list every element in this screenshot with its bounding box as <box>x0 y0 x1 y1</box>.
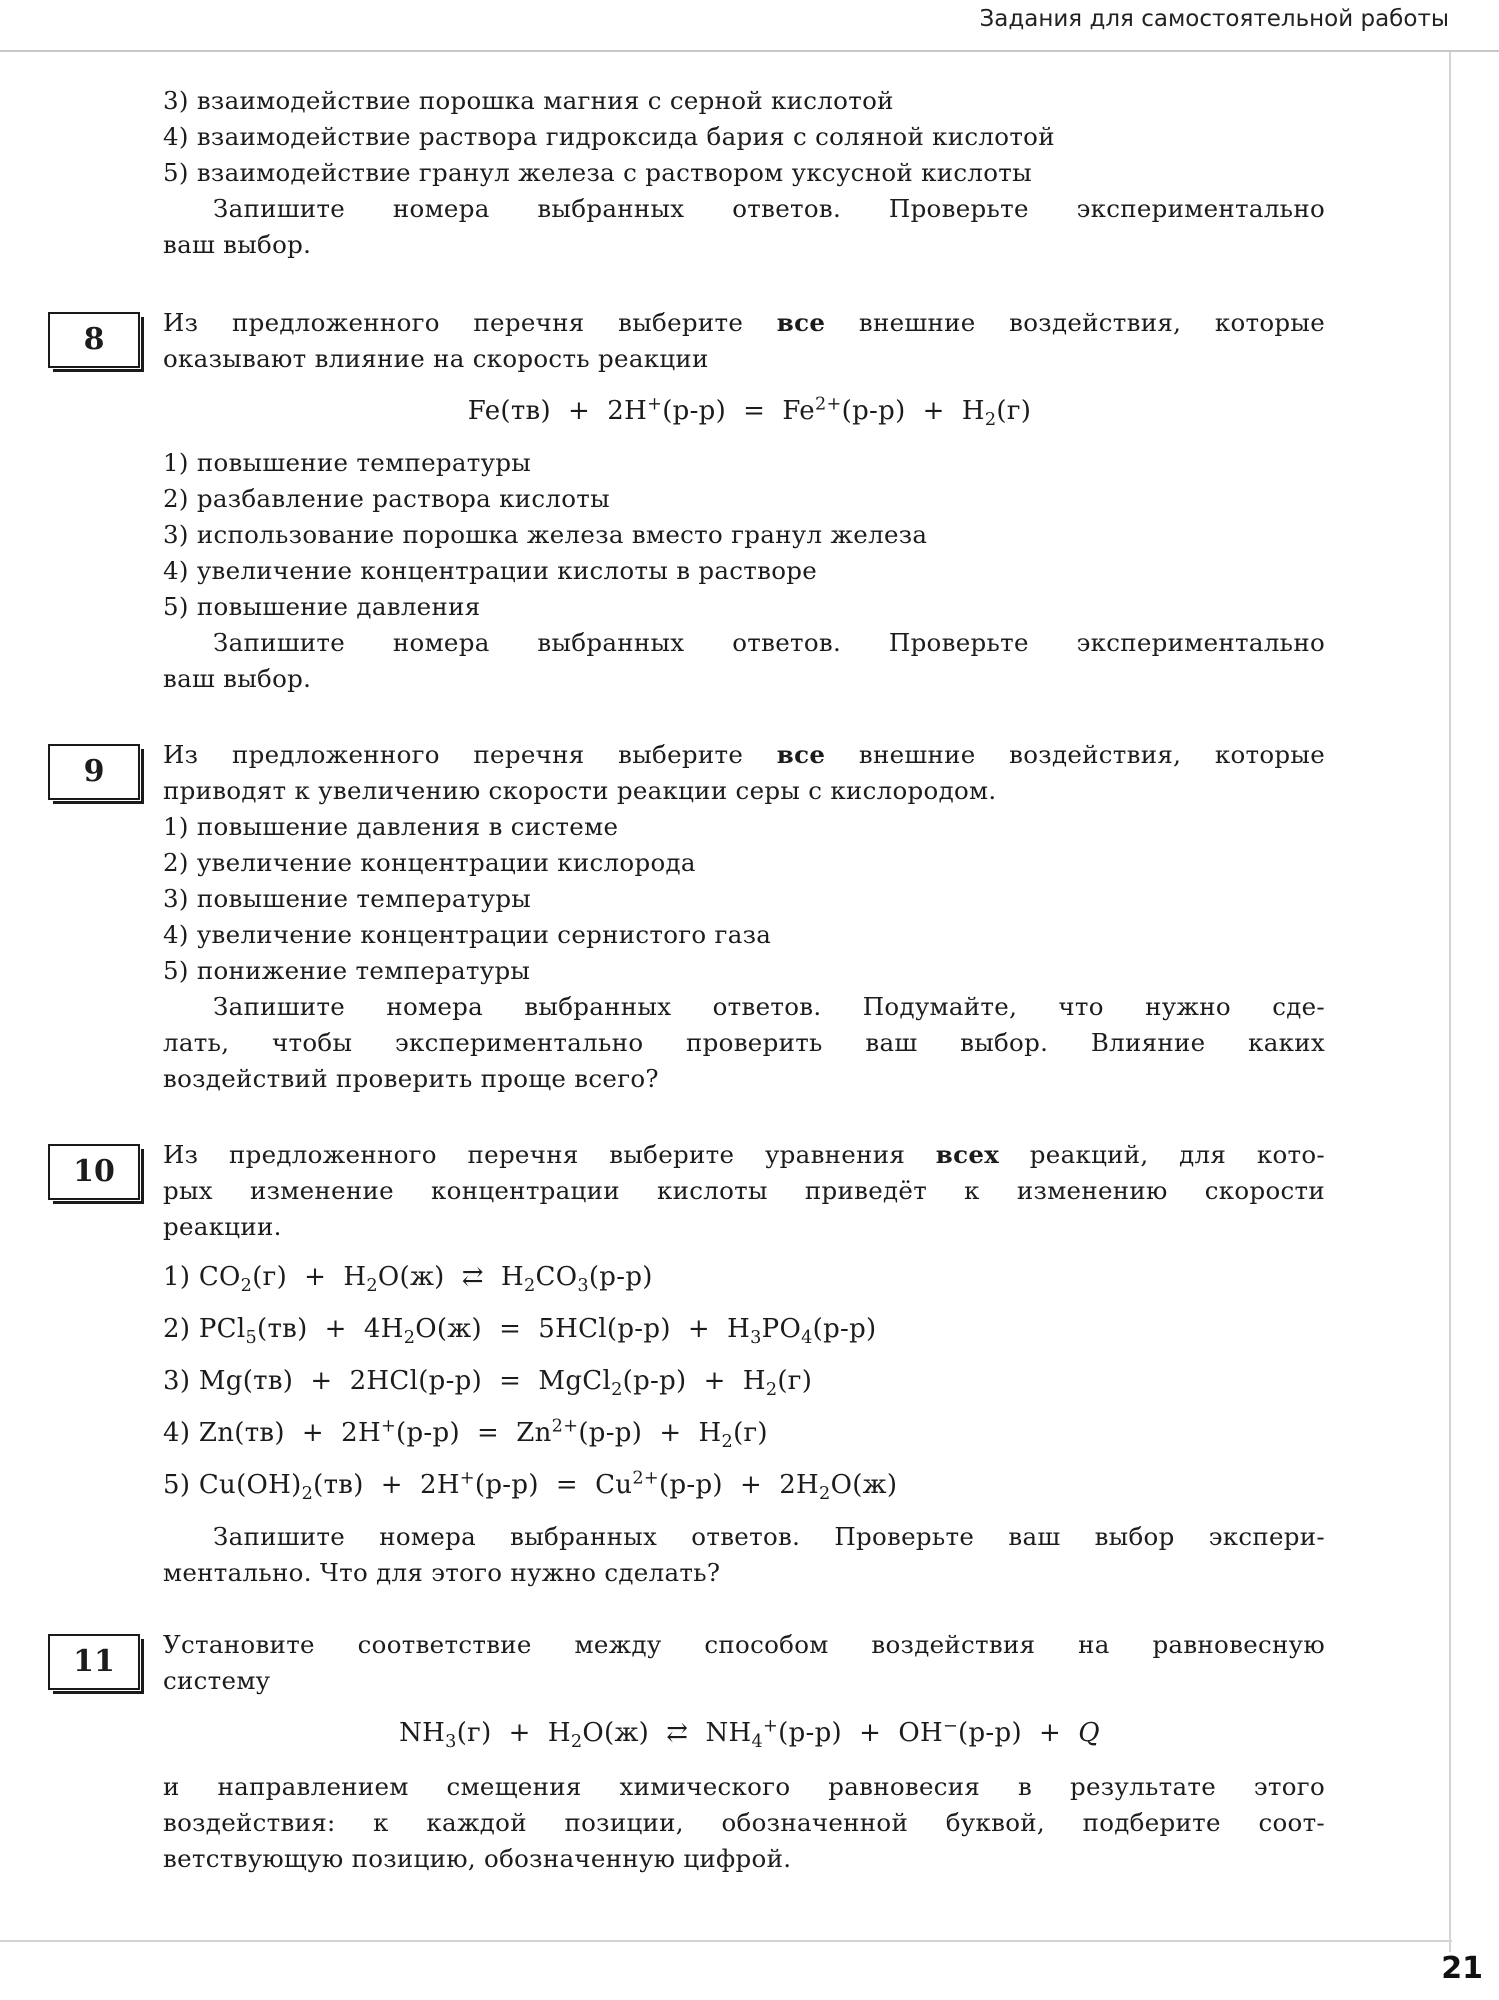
page-edge-line <box>1449 52 1451 1952</box>
header-rule <box>0 50 1499 52</box>
instruction-line: ментально. Что для этого нужно сделать? <box>163 1558 721 1587</box>
instruction-line: Запишите номера выбранных ответов. Проверьте экспериментально <box>213 628 1325 657</box>
reaction-equation: $NH_3(г) + H_2O(ж)$ ⇄ $NH_4^+(р-р) + OH^-(р-р) + Q$ <box>399 1716 1100 1753</box>
list-item: 5) взаимодействие гранул железа с раствором уксусной кислоты <box>163 158 1032 187</box>
question-line: оказывают влияние на скорость реакции <box>163 344 709 373</box>
list-item: 1) повышение температуры <box>163 448 532 477</box>
question-line: Установите соответствие между способом воздействия на равновесную <box>163 1630 1325 1659</box>
list-item: 1) повышение давления в системе <box>163 812 619 841</box>
list-item: 4) увеличение концентрации кислоты в растворе <box>163 556 818 585</box>
question-line: рых изменение концентрации кислоты приведёт к изменению скорости <box>163 1176 1325 1205</box>
list-item: 4) взаимодействие раствора гидроксида бария с соляной кислотой <box>163 122 1055 151</box>
question-line: Из предложенного перечня выберите все внешние воздействия, которые <box>163 740 1325 769</box>
task-number-box: 8 <box>48 312 140 368</box>
footer-rule <box>0 1940 1452 1942</box>
equation-1: 1) $CO_2(г) + H_2O(ж)$ ⇄ $H_2CO_3(р-р)$ <box>163 1262 653 1297</box>
instruction-line: лать, чтобы экспериментально проверить ваш выбор. Влияние каких <box>163 1028 1325 1057</box>
task-number-box: 10 <box>48 1144 140 1200</box>
instruction-line: и направлением смещения химического равновесия в результате этого <box>163 1772 1325 1801</box>
instruction-line: Запишите номера выбранных ответов. Проверьте экспериментально <box>213 194 1325 223</box>
list-item: 4) увеличение концентрации сернистого газа <box>163 920 772 949</box>
list-item: 3) использование порошка железа вместо гранул железа <box>163 520 928 549</box>
instruction-line: ваш выбор. <box>163 664 312 693</box>
instruction-line: ваш выбор. <box>163 230 312 259</box>
question-line: реакции. <box>163 1212 282 1241</box>
list-item: 5) понижение температуры <box>163 956 531 985</box>
list-item: 2) разбавление раствора кислоты <box>163 484 610 513</box>
question-line: Из предложенного перечня выберите уравнения всех реакций, для кото- <box>163 1140 1325 1169</box>
list-item: 3) взаимодействие порошка магния с серной кислотой <box>163 86 894 115</box>
running-header: Задания для самостоятельной работы <box>979 6 1449 32</box>
question-line: систему <box>163 1666 271 1695</box>
reaction-equation: $Fe(тв) + 2H^+(р-р) = Fe^{2+}(р-р) + H_2(г)$ <box>467 394 1032 431</box>
equation-3: 3) Mg(тв) + 2HCl(р-р) = MgCl$_2$(р-р) + $H_2(г)$ <box>163 1366 813 1401</box>
list-item: 2) увеличение концентрации кислорода <box>163 848 696 877</box>
question-line: приводят к увеличению скорости реакции серы с кислородом. <box>163 776 997 805</box>
list-item: 5) повышение давления <box>163 592 481 621</box>
instruction-line: воздействия: к каждой позиции, обозначенной буквой, подберите соот- <box>163 1808 1325 1837</box>
instruction-line: ветствующую позицию, обозначенную цифрой. <box>163 1844 792 1873</box>
instruction-line: Запишите номера выбранных ответов. Проверьте ваш выбор экспери- <box>213 1522 1325 1551</box>
question-line: Из предложенного перечня выберите все внешние воздействия, которые <box>163 308 1325 337</box>
equation-2: 2) $PCl_5(тв) + 4H_2O(ж) = 5HCl(р-р) + H_3PO_4(р-р)$ <box>163 1314 877 1349</box>
task-number-box: 9 <box>48 744 140 800</box>
task-number-box: 11 <box>48 1634 140 1690</box>
instruction-line: воздействий проверить проще всего? <box>163 1064 659 1093</box>
equation-5: 5) $Cu(OH)_2(тв) + 2H^+(р-р) = Cu^{2+}(р-р) + 2H_2O(ж)$ <box>163 1468 898 1505</box>
equation-4: 4) $Zn(тв) + 2H^+(р-р) = Zn^{2+}(р-р) + H_2(г)$ <box>163 1416 768 1453</box>
page-number: 21 <box>1441 1951 1483 1986</box>
instruction-line: Запишите номера выбранных ответов. Подумайте, что нужно сде- <box>213 992 1325 1021</box>
list-item: 3) повышение температуры <box>163 884 532 913</box>
